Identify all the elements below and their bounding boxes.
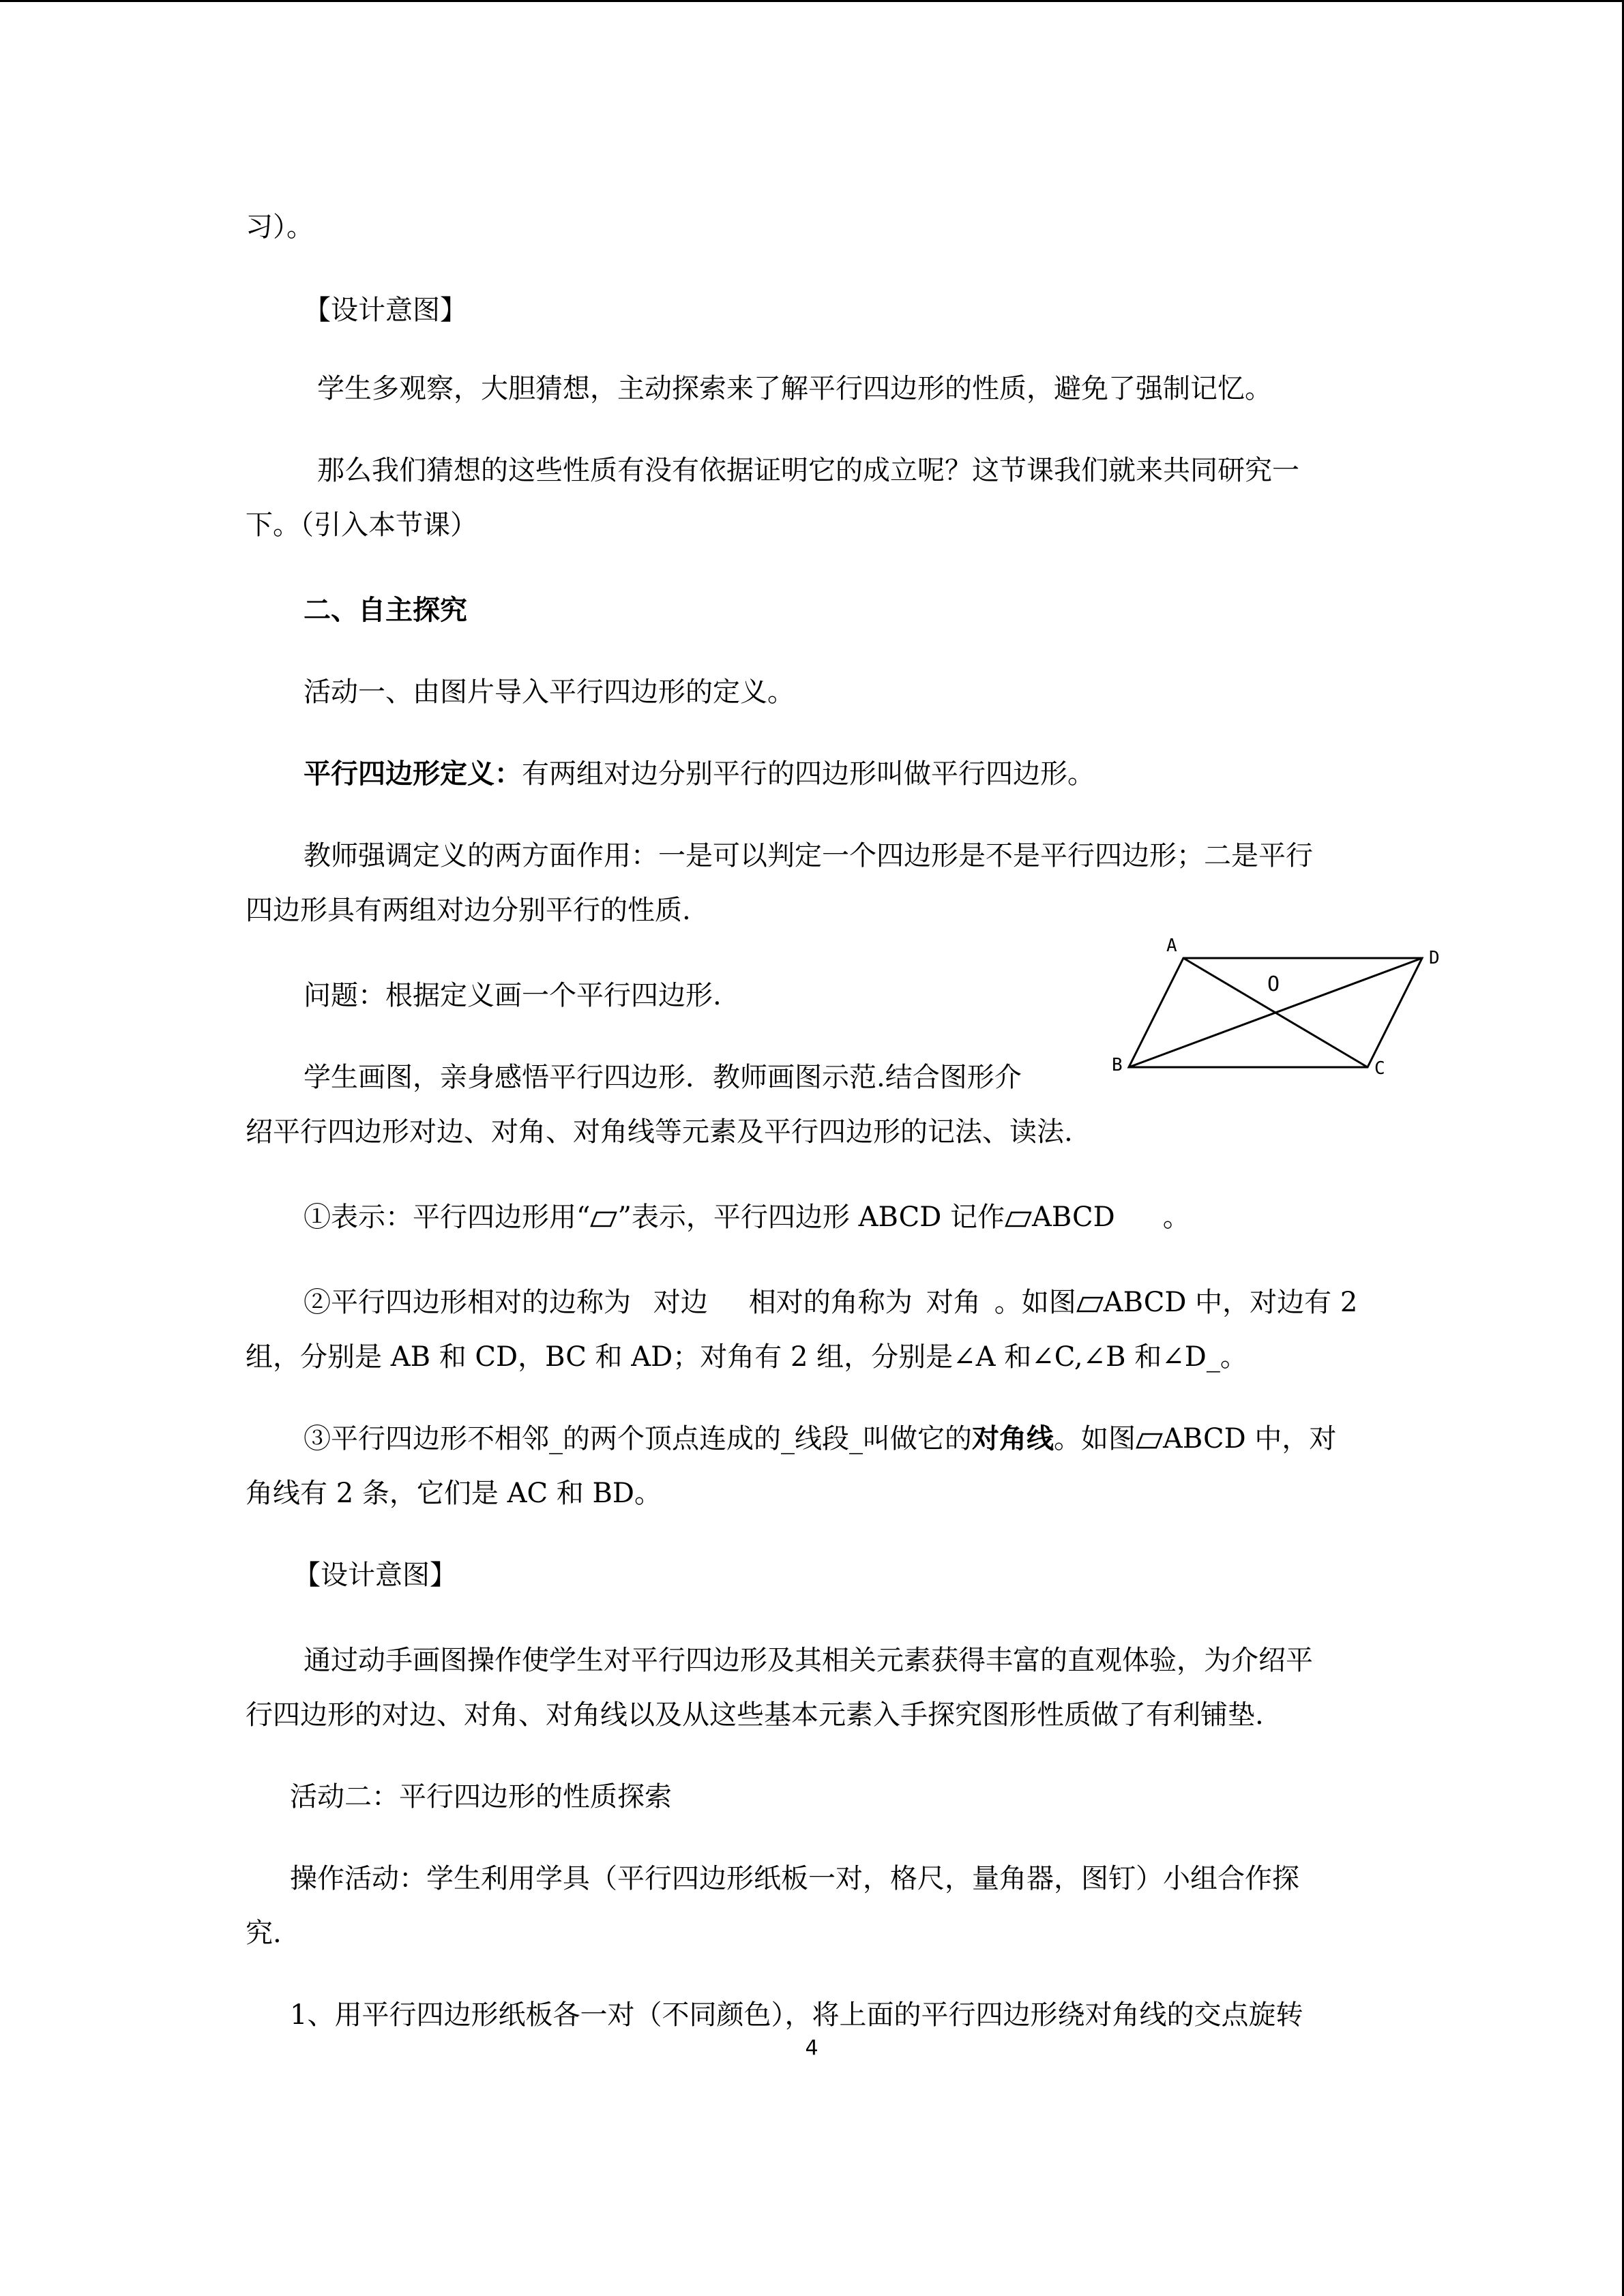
paragraph-line: 究. — [246, 1918, 282, 1949]
term-text: 相对的角称为 — [748, 1287, 913, 1318]
vertex-label-d: D — [1429, 948, 1440, 968]
paragraph-line: 行四边形的对边、对角、对角线以及从这些基本元素入手探究图形性质做了有利铺垫. — [246, 1699, 1264, 1731]
parallelogram-symbol-icon — [590, 1211, 617, 1227]
paragraph-line: 绍平行四边形对边、对角、对角线等元素及平行四边形的记法、读法. — [246, 1116, 1073, 1148]
section-heading: 二、自主探究 — [304, 594, 467, 626]
page-top-border — [0, 0, 1624, 2]
notation-text: ①表示：平行四边形用“ — [304, 1202, 591, 1233]
parallelogram-symbol-icon — [1076, 1296, 1104, 1313]
term-text: 。如图 — [994, 1287, 1076, 1318]
paragraph-line: 组，分别是 AB 和 CD，BC 和 AD；对角有 2 组，分别是∠A 和∠C,∠B 和∠D_。 — [246, 1341, 1247, 1373]
term-text: ABCD 中，对边有 2 — [1103, 1287, 1358, 1318]
notation-text: ABCD — [1032, 1202, 1115, 1233]
center-label-o: O — [1267, 972, 1280, 996]
paragraph-line: 教师强调定义的两方面作用：一是可以判定一个四边形是不是平行四边形；二是平行 — [304, 840, 1313, 871]
paragraph-line: 角线有 2 条，它们是 AC 和 BD。 — [246, 1478, 662, 1509]
paragraph-line: 四边形具有两组对边分别平行的性质. — [246, 895, 691, 926]
paragraph-line: 下。（引入本节课） — [246, 509, 477, 541]
diagonal-term: 对角线 — [972, 1422, 1054, 1455]
term-line — [304, 1282, 1357, 1323]
definition-term: 平行四边形定义： — [304, 758, 522, 790]
paragraph-line: 学生多观察，大胆猜想，主动探索来了解平行四边形的性质，避免了强制记忆。 — [317, 373, 1272, 404]
notation-text: 。 — [1162, 1202, 1190, 1233]
term-answer: 对角 — [926, 1287, 981, 1318]
design-intent-heading: 【设计意图】 — [293, 1560, 457, 1591]
parallelogram-symbol-icon — [1005, 1211, 1032, 1227]
diagonal-text: 。如图 — [1054, 1423, 1136, 1455]
paragraph-line: 学生画图，亲身感悟平行四边形．教师画图示范.结合图形介 — [304, 1062, 1022, 1093]
vertex-label-a: A — [1166, 936, 1177, 956]
page-number: 4 — [805, 2036, 818, 2060]
paragraph-line: 活动一、由图片导入平行四边形的定义。 — [304, 676, 795, 708]
definition-line — [304, 754, 1095, 794]
paragraph-line: 1、用平行四边形纸板各一对（不同颜色），将上面的平行四边形绕对角线的交点旋转 — [290, 1999, 1303, 2031]
notation-line — [304, 1197, 1190, 1238]
parallelogram-symbol-icon — [1136, 1433, 1163, 1449]
term-answer: 对边 — [653, 1287, 708, 1318]
paragraph-line: 操作活动：学生利用学具（平行四边形纸板一对，格尺，量角器，图钉）小组合作探 — [290, 1863, 1299, 1894]
diagonal-text: ABCD 中，对 — [1163, 1423, 1337, 1455]
term-text: ②平行四边形相对的边称为 — [304, 1287, 631, 1318]
design-intent-heading: 【设计意图】 — [304, 295, 467, 326]
paragraph-line: 问题：根据定义画一个平行四边形. — [304, 980, 722, 1011]
diagonal-line — [304, 1418, 1336, 1459]
diagonal-text: ③平行四边形不相邻_的两个顶点连成的_线段_叫做它的 — [304, 1423, 972, 1455]
parallelogram-figure — [1102, 931, 1456, 1084]
paragraph-line: 习）。 — [246, 211, 314, 243]
paragraph-line: 那么我们猜想的这些性质有没有依据证明它的成立呢？这节课我们就来共同研究一 — [317, 455, 1299, 486]
vertex-label-b: B — [1112, 1055, 1123, 1075]
paragraph-line: 通过动手画图操作使学生对平行四边形及其相关元素获得丰富的直观体验，为介绍平 — [304, 1645, 1313, 1676]
definition-text: 有两组对边分别平行的四边形叫做平行四边形。 — [522, 758, 1095, 790]
vertex-label-c: C — [1374, 1058, 1385, 1079]
paragraph-line: 活动二：平行四边形的性质探索 — [290, 1781, 672, 1813]
notation-text: ”表示，平行四边形 ABCD 记作 — [617, 1202, 1005, 1233]
